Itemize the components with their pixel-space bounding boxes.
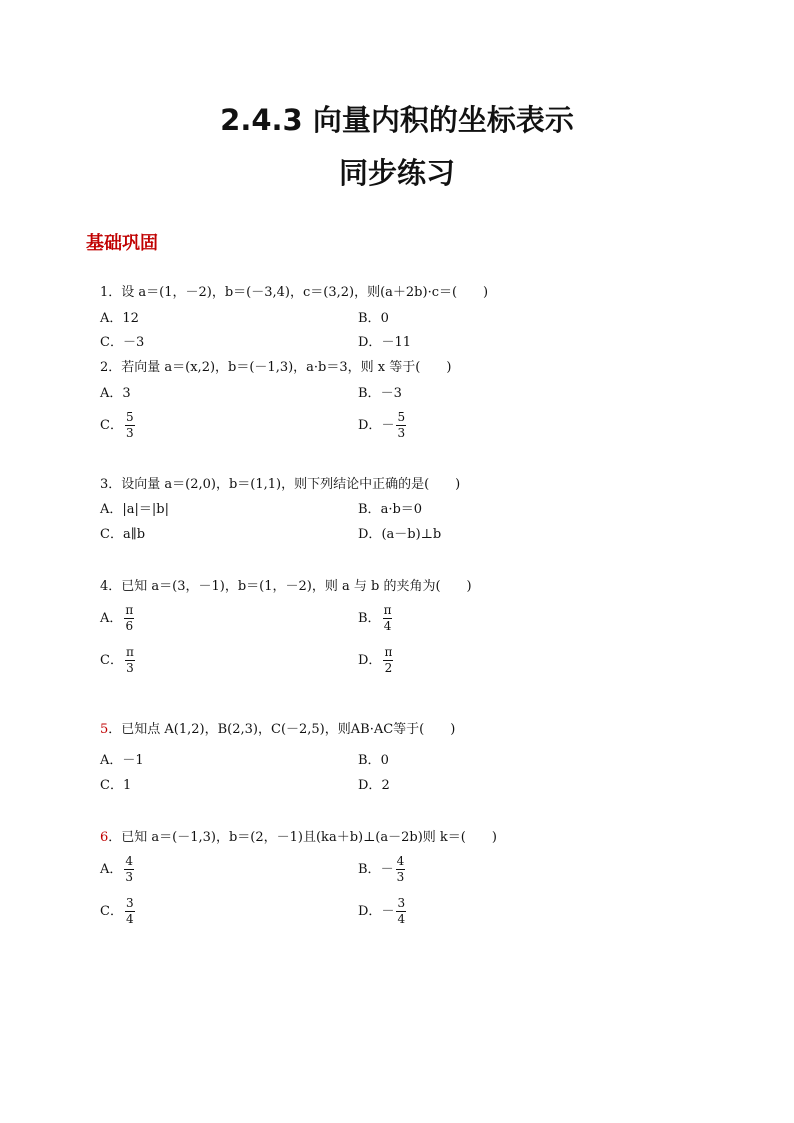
question-5: 5．已知点 A(1,2)，B(2,3)，C(－2,5)，则AB·AC等于( ) bbox=[100, 722, 456, 737]
q2-option-b[interactable]: B． －3 bbox=[358, 386, 402, 401]
q5-option-b[interactable]: B． 0 bbox=[358, 753, 389, 768]
q3-option-d[interactable]: D． (a－b)⊥b bbox=[358, 527, 442, 542]
q1-option-b[interactable]: B． 0 bbox=[358, 311, 389, 326]
fraction: $\frac{\pi}{6}$ bbox=[125, 603, 134, 633]
q5-option-c[interactable]: C． 1 bbox=[100, 778, 132, 793]
q3-option-a[interactable]: A． |a|＝|b| bbox=[100, 502, 169, 517]
q6-option-b[interactable]: B． － $\frac{4}{3}$ bbox=[358, 854, 405, 884]
q6-option-d[interactable]: D． － $\frac{3}{4}$ bbox=[358, 896, 406, 926]
page-subtitle: 同步练习 bbox=[338, 156, 455, 190]
q4-option-a[interactable]: A． $\frac{\pi}{6}$ bbox=[100, 603, 134, 633]
page-title: 2.4.3 向量内积的坐标表示 bbox=[220, 103, 574, 137]
q3-option-b[interactable]: B． a·b＝0 bbox=[358, 502, 423, 517]
q1-option-a[interactable]: A． 12 bbox=[100, 311, 139, 326]
fraction: $\frac{4}{3}$ bbox=[396, 854, 405, 884]
q3-option-c[interactable]: C． a∥b bbox=[100, 527, 146, 542]
section-heading: 基础巩固 bbox=[86, 233, 158, 254]
q4-option-d[interactable]: D． $\frac{\pi}{2}$ bbox=[358, 645, 393, 675]
q2-option-c[interactable]: C． $\frac{5}{3}$ bbox=[100, 410, 134, 440]
q6-option-c[interactable]: C． $\frac{3}{4}$ bbox=[100, 896, 134, 926]
fraction: $\frac{3}{4}$ bbox=[125, 896, 134, 926]
q1-option-d[interactable]: D． －11 bbox=[358, 335, 411, 350]
question-4: 4．已知 a＝(3，－1)，b＝(1，－2)，则 a 与 b 的夹角为( ) bbox=[100, 579, 472, 594]
q6-option-a[interactable]: A． $\frac{4}{3}$ bbox=[100, 854, 134, 884]
fraction: $\frac{\pi}{4}$ bbox=[383, 603, 392, 633]
fraction: $\frac{4}{3}$ bbox=[125, 854, 134, 884]
fraction: $\frac{\pi}{3}$ bbox=[125, 645, 134, 675]
fraction: $\frac{5}{3}$ bbox=[125, 410, 134, 440]
q2-option-d[interactable]: D． － $\frac{5}{3}$ bbox=[358, 410, 406, 440]
fraction: $\frac{5}{3}$ bbox=[397, 410, 406, 440]
question-3: 3．设向量 a＝(2,0)，b＝(1,1)，则下列结论中正确的是( ) bbox=[100, 477, 461, 492]
q4-option-c[interactable]: C． $\frac{\pi}{3}$ bbox=[100, 645, 134, 675]
fraction: $\frac{\pi}{2}$ bbox=[384, 645, 393, 675]
question-1: 1．设 a＝(1，－2)，b＝(－3,4)，c＝(3,2)，则(a＋2b)·c＝( ) bbox=[100, 285, 489, 300]
q2-option-a[interactable]: A． 3 bbox=[100, 386, 131, 401]
question-6: 6．已知 a＝(－1,3)，b＝(2，－1)且(ka＋b)⊥(a－2b)则 k＝( ) bbox=[100, 830, 497, 845]
fraction: $\frac{3}{4}$ bbox=[397, 896, 406, 926]
q5-option-a[interactable]: A． －1 bbox=[100, 753, 144, 768]
q1-option-c[interactable]: C． －3 bbox=[100, 335, 145, 350]
q5-option-d[interactable]: D． 2 bbox=[358, 778, 390, 793]
q4-option-b[interactable]: B． $\frac{\pi}{4}$ bbox=[358, 603, 392, 633]
question-2: 2．若向量 a＝(x,2)，b＝(－1,3)，a·b＝3，则 x 等于( ) bbox=[100, 360, 452, 375]
